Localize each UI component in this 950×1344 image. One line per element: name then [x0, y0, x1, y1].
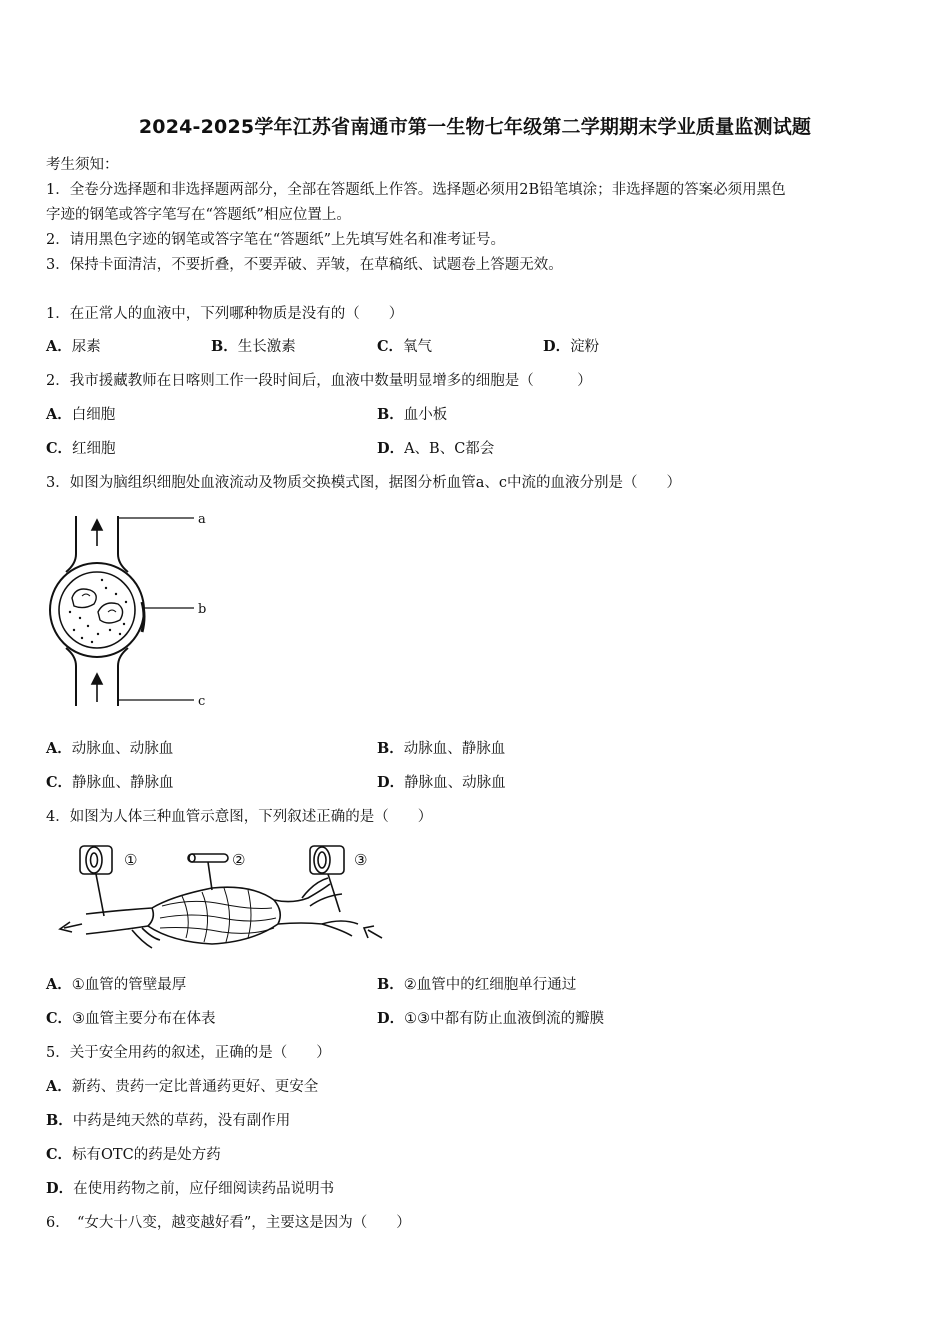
figure-label-3: ③: [354, 851, 368, 869]
option-label: A．: [46, 976, 72, 993]
option-label: B．: [377, 740, 404, 757]
figure-label-b: b: [198, 602, 207, 617]
option-label: D．: [377, 1010, 405, 1027]
option-label: B．: [377, 406, 404, 423]
figure-label-2: ②: [232, 851, 246, 869]
option-label: A．: [46, 1078, 72, 1095]
option-label: A．: [46, 740, 72, 757]
option-text: ③血管主要分布在体表: [72, 1011, 216, 1027]
question-3-stem: 3．如图为脑组织细胞处血液流动及物质交换模式图，据图分析血管a、c中流的血液分别是（ ）: [46, 475, 681, 491]
option-label: C．: [46, 1010, 73, 1027]
question-3-option-c: [46, 771, 174, 792]
option-text: 静脉血、静脉血: [72, 775, 174, 791]
option-text: 淀粉: [570, 339, 600, 355]
figure-label-a: a: [198, 512, 206, 527]
brain-tissue-capillary-figure: [46, 506, 226, 716]
option-text: 在使用药物之前，应仔细阅读药品说明书: [73, 1181, 335, 1197]
question-4-option-b: [377, 973, 576, 994]
question-2-stem: 2．我市援藏教师在日喀则工作一段时间后，血液中数量明显增多的细胞是（ ）: [46, 373, 592, 389]
option-label: B．: [211, 338, 238, 355]
option-text: 中药是纯天然的草药，没有副作用: [72, 1113, 291, 1129]
blood-vessels-figure: [52, 838, 397, 956]
notice-item: 1．全卷分选择题和非选择题两部分，全部在答题纸上作答。选择题必须用2B铅笔填涂；非选择题的答案必须用黑色: [46, 182, 786, 198]
option-text: A、B、C都会: [404, 441, 495, 457]
notice-item: 2．请用黑色字迹的钢笔或答字笔在“答题纸”上先填写姓名和准考证号。: [46, 232, 506, 248]
question-5-option-a: [46, 1075, 318, 1096]
notice-item: 3．保持卡面清洁，不要折叠，不要弄破、弄皱，在草稿纸、试题卷上答题无效。: [46, 257, 563, 273]
option-label: D．: [543, 338, 571, 355]
option-text: 新药、贵药一定比普通药更好、更安全: [71, 1079, 319, 1095]
option-text: 尿素: [71, 339, 101, 355]
figure-label-c: c: [198, 694, 206, 709]
option-label: D．: [377, 440, 405, 457]
question-4-stem: 4．如图为人体三种血管示意图，下列叙述正确的是（ ）: [46, 809, 433, 825]
option-text: ①血管的管壁最厚: [71, 977, 187, 993]
question-4-option-d: [377, 1007, 604, 1028]
question-3-option-b: [377, 737, 505, 758]
question-2-option-d: [377, 437, 494, 458]
option-text: 生长激素: [237, 339, 296, 355]
option-label: A．: [46, 406, 72, 423]
question-1-option-a: [46, 335, 101, 356]
option-text: 动脉血、动脉血: [71, 741, 174, 757]
question-2-option-a: [46, 403, 115, 424]
question-5-stem: 5．关于安全用药的叙述，正确的是（ ）: [46, 1045, 331, 1061]
option-label: D．: [377, 774, 405, 791]
option-text: 白细胞: [71, 407, 116, 423]
question-3-option-d: [377, 771, 506, 792]
question-1-option-d: [543, 335, 599, 356]
question-1-option-c: [377, 335, 432, 356]
option-text: ①③中都有防止血液倒流的瓣膜: [404, 1011, 605, 1027]
option-label: B．: [46, 1112, 73, 1129]
question-4-option-a: [46, 973, 186, 994]
question-5-option-d: [46, 1177, 334, 1198]
option-text: 标有OTC的药是处方药: [72, 1147, 221, 1163]
question-3-option-a: [46, 737, 173, 758]
option-label: C．: [377, 338, 404, 355]
page-title: 2024-2025学年江苏省南通市第一生物七年级第二学期期末学业质量监测试题: [138, 116, 812, 138]
question-4-option-c: [46, 1007, 216, 1028]
question-5-option-c: [46, 1143, 221, 1164]
option-label: C．: [46, 440, 73, 457]
option-label: C．: [46, 774, 73, 791]
question-1-option-b: [211, 335, 296, 356]
option-label: C．: [46, 1146, 73, 1163]
option-text: 动脉血、静脉血: [403, 741, 506, 757]
option-text: ②血管中的红细胞单行通过: [403, 977, 577, 993]
notice-heading: 考生须知：: [46, 157, 119, 173]
option-label: B．: [377, 976, 404, 993]
notice-item: 字迹的钢笔或答字笔写在“答题纸”相应位置上。: [46, 207, 351, 223]
figure-label-1: ①: [124, 851, 138, 869]
option-label: D．: [46, 1180, 74, 1197]
option-text: 血小板: [403, 407, 448, 423]
option-label: A．: [46, 338, 72, 355]
question-6-stem: 6． “女大十八变，越变越好看”，主要这是因为（ ）: [46, 1215, 411, 1231]
option-text: 红细胞: [72, 441, 116, 457]
question-5-option-b: [46, 1109, 290, 1130]
question-1-stem: 1．在正常人的血液中，下列哪种物质是没有的（ ）: [46, 306, 404, 322]
option-text: 静脉血、动脉血: [404, 775, 506, 791]
option-text: 氧气: [403, 339, 433, 355]
question-2-option-c: [46, 437, 116, 458]
question-2-option-b: [377, 403, 447, 424]
